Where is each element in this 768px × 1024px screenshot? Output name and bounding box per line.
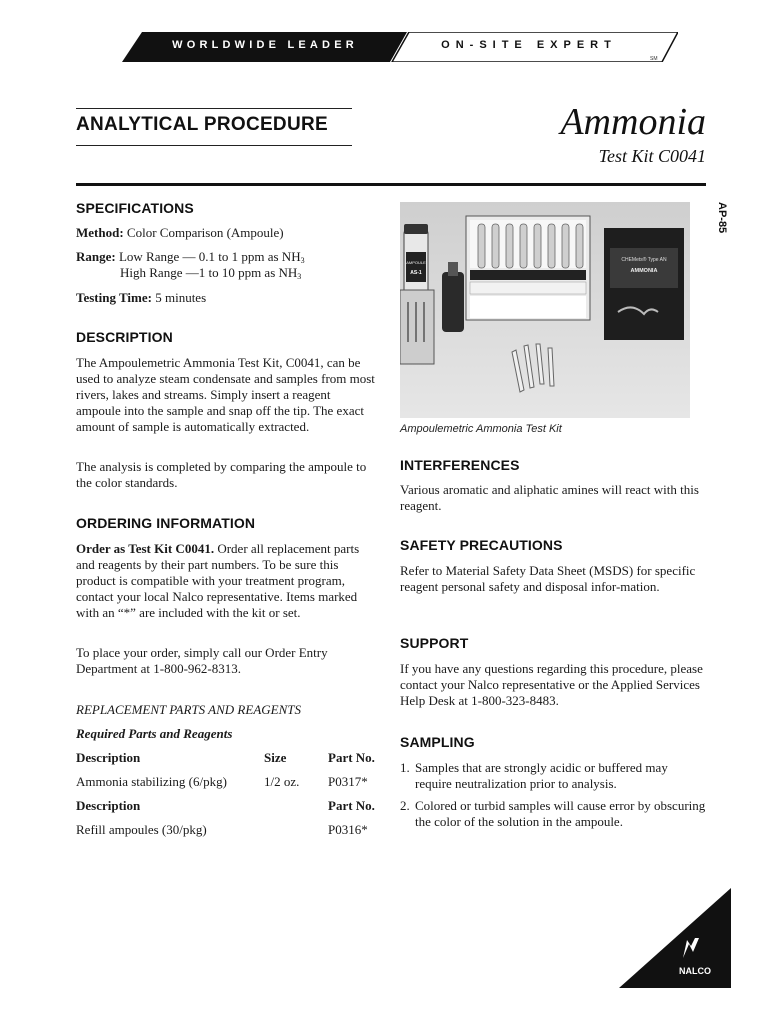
spec-range xyxy=(76,249,376,265)
interferences-text: Various aromatic and aliphatic amines will react with this reagent. xyxy=(400,482,699,513)
cell-description: Ammonia stabilizing (6/pkg) xyxy=(76,774,227,789)
procedure-label: ANALYTICAL PROCEDURE xyxy=(76,114,328,135)
ordering-para-2: To place your order, simply call our Order Entry Department at 1-800-962-8313. xyxy=(76,645,328,676)
ordering-heading: ORDERING INFORMATION xyxy=(76,515,256,531)
range-high-subscript: 3 xyxy=(297,272,302,281)
ordering-para-1 xyxy=(76,541,376,621)
product-photo-illustration xyxy=(400,202,690,418)
cell-description: Refill ampoules (30/pkg) xyxy=(76,822,207,837)
list-item-text: Samples that are strongly acidic or buffered may require neutralization prior to analysis. xyxy=(415,760,668,791)
description-para-1: The Ampoulemetric Ammonia Test Kit, C0041, can be used to analyze steam condensate and samples from most rivers, lakes and streams. Simply insert a reagent ampoule into the sample and snap off the tip. The exact amount of sample is automatically extracted. xyxy=(76,355,375,434)
vial-brand: AMPOULE xyxy=(406,260,426,265)
list-item xyxy=(400,760,706,792)
spec-range-high xyxy=(120,265,380,281)
nalco-logo xyxy=(619,888,731,988)
vial-label: AS-1 xyxy=(410,270,422,276)
range-high: High Range —1 to 10 ppm as NH xyxy=(120,265,298,280)
logo-text: NALCO xyxy=(679,966,711,976)
product-photo xyxy=(400,202,690,418)
box-label-2: AMMONIA xyxy=(630,268,658,274)
list-item-text: Colored or turbid samples will cause error by obscuring the color of the solution in the ampoule. xyxy=(415,798,706,829)
method-value: Color Comparison (Ampoule) xyxy=(126,225,284,240)
header-divider xyxy=(76,183,706,186)
support-heading: SUPPORT xyxy=(400,635,469,651)
safety-text: Refer to Material Safety Data Sheet (MSDS) for specific reagent personal safety and disposal infor-mation. xyxy=(400,563,696,594)
range-low: Low Range — 0.1 to 1 ppm as NH xyxy=(118,249,301,264)
top-banner xyxy=(122,32,678,62)
banner-left-text: WORLDWIDE LEADER xyxy=(172,39,358,51)
box-label-1: CHEMets® Type AN xyxy=(621,257,667,263)
testing-label: Testing Time: xyxy=(76,290,152,305)
spec-method xyxy=(76,225,376,241)
table-header xyxy=(76,750,386,766)
col-partno-header: Part No. xyxy=(328,750,375,765)
description-para-2: The analysis is completed by comparing the ampoule to the color standards. xyxy=(76,459,367,490)
sampling-list xyxy=(400,760,706,830)
spec-testing-time xyxy=(76,290,376,306)
page-subtitle: Test Kit C0041 xyxy=(598,146,706,166)
document-code: AP-85 xyxy=(716,202,728,234)
nalco-logo-mark xyxy=(619,888,731,988)
cell-partno: P0317* xyxy=(328,774,368,789)
interferences-heading: INTERFERENCES xyxy=(400,457,520,473)
header-rule-top xyxy=(76,108,352,109)
list-item-number: 2. xyxy=(400,798,410,813)
col-description-header: Description xyxy=(76,798,141,813)
col-partno-header: Part No. xyxy=(328,798,375,813)
cell-partno: P0316* xyxy=(328,822,368,837)
ordering-para-1-text: Order all replacement parts and reagents by their part numbers. To be sure this product is compatible with your treatment program, contact your local Nalco representative. Items marked with an “*” are included with the kit or set. xyxy=(76,541,360,620)
testing-value: 5 minutes xyxy=(155,290,207,305)
replacement-heading: REPLACEMENT PARTS AND REAGENTS xyxy=(76,702,301,717)
col-description-header: Description xyxy=(76,750,141,765)
header-rule-bottom xyxy=(76,145,352,146)
list-item xyxy=(400,798,706,830)
support-text: If you have any questions regarding this procedure, please contact your Nalco representative or the Applied Services Help Desk at 1-800-323-8483. xyxy=(400,661,703,708)
sampling-heading: SAMPLING xyxy=(400,734,475,750)
method-label: Method: xyxy=(76,225,124,240)
specifications-heading: SPECIFICATIONS xyxy=(76,200,194,216)
table-row xyxy=(76,774,386,790)
list-item-number: 1. xyxy=(400,760,410,775)
range-low-subscript: 3 xyxy=(300,256,305,265)
table-header xyxy=(76,798,386,814)
table-row xyxy=(76,822,386,838)
ordering-lead: Order as Test Kit C0041. xyxy=(76,541,215,556)
replacement-subheading: Required Parts and Reagents xyxy=(76,726,233,741)
cell-size: 1/2 oz. xyxy=(264,774,300,789)
range-label: Range: xyxy=(76,249,116,264)
banner-right-text: ON-SITE EXPERT xyxy=(441,39,617,51)
safety-heading: SAFETY PRECAUTIONS xyxy=(400,537,563,553)
description-heading: DESCRIPTION xyxy=(76,329,173,345)
page-title: Ammonia xyxy=(560,101,706,143)
col-size-header: Size xyxy=(264,750,287,765)
service-mark: SM xyxy=(650,56,658,62)
photo-caption: Ampoulemetric Ammonia Test Kit xyxy=(400,423,562,435)
